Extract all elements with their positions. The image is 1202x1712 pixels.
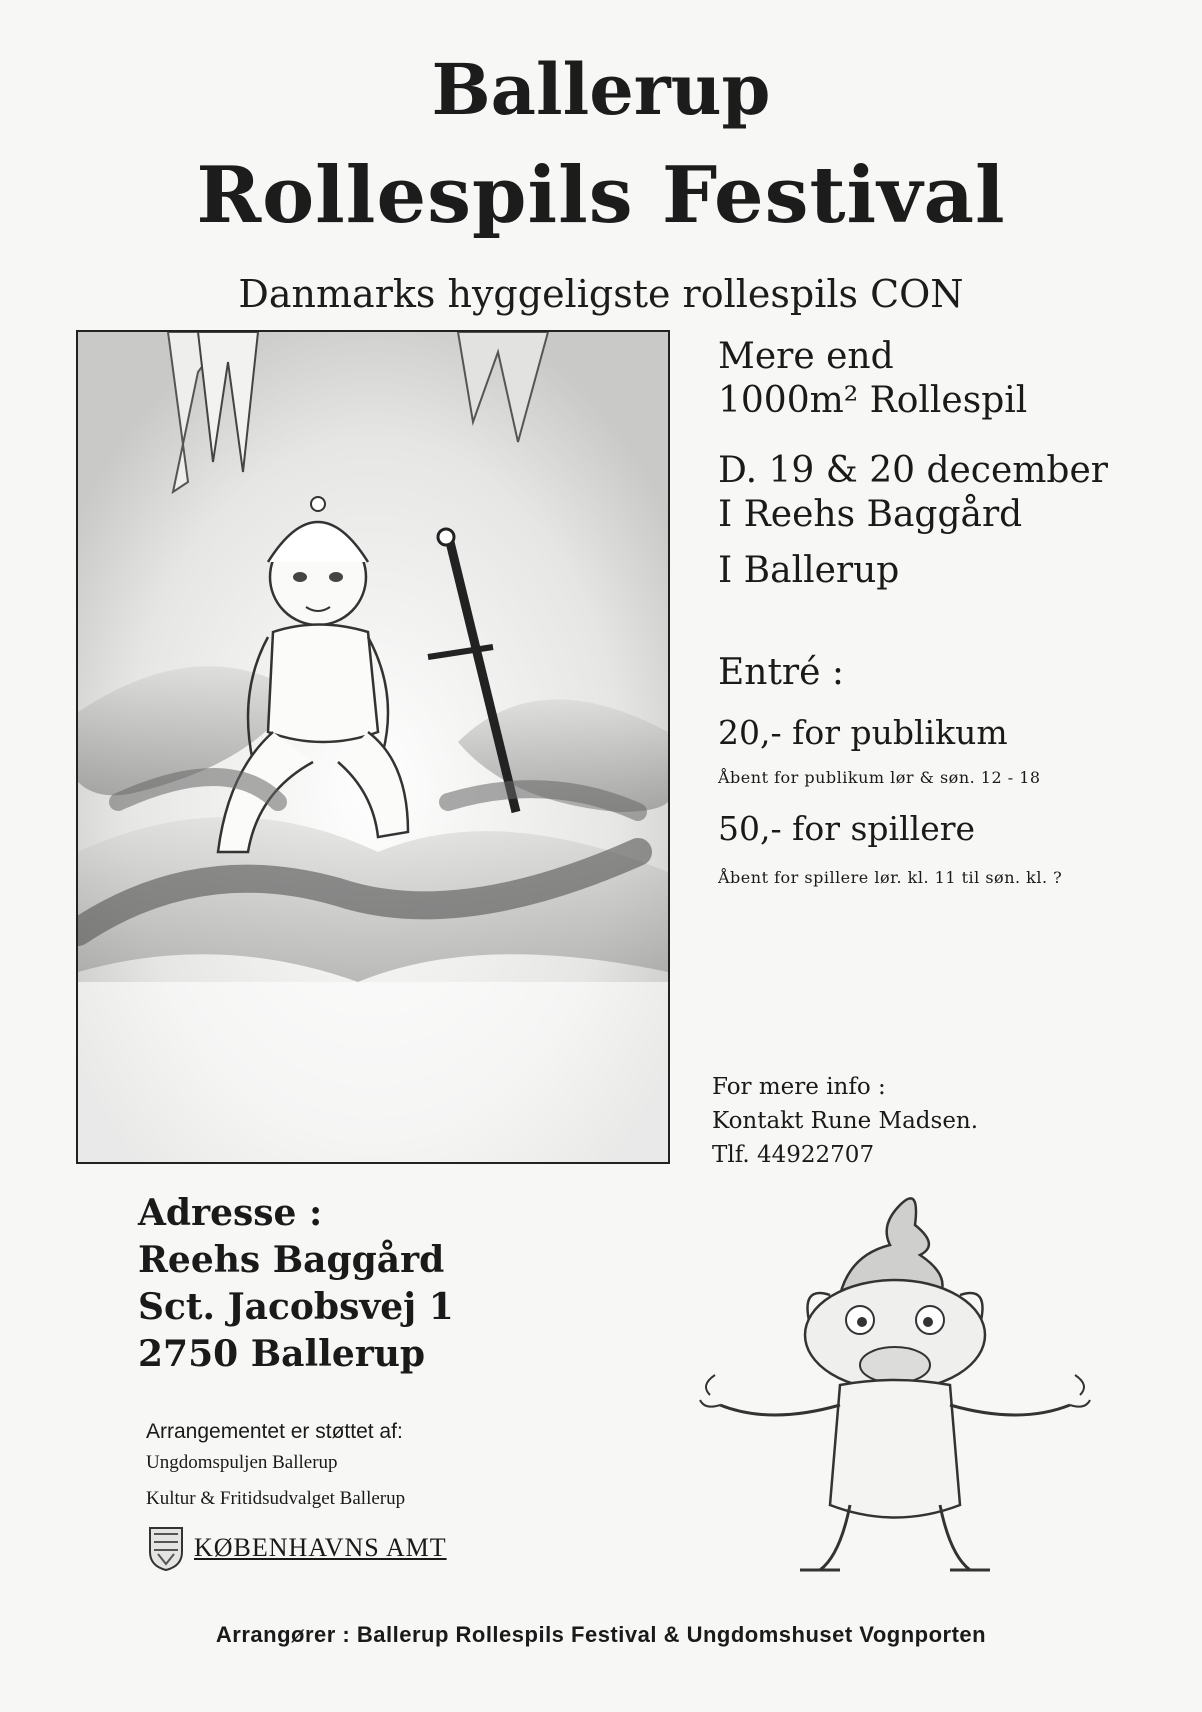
address-line3: 2750 Ballerup bbox=[138, 1333, 426, 1375]
contact-info bbox=[712, 1070, 978, 1172]
area-line2: 1000m² Rollespil bbox=[718, 380, 1028, 421]
address-line1: Reehs Baggård bbox=[138, 1239, 445, 1281]
sponsors-block bbox=[146, 1420, 447, 1572]
sponsor-3: KØBENHAVNS AMT bbox=[194, 1533, 447, 1562]
address-label: Adresse : bbox=[138, 1192, 323, 1234]
festival-title-line1: Ballerup bbox=[431, 48, 771, 131]
contact-phone: Tlf. 44922707 bbox=[712, 1142, 875, 1168]
address-block bbox=[138, 1190, 454, 1378]
festival-title-line2: Rollespils Festival bbox=[196, 150, 1006, 241]
date-line: D. 19 & 20 december bbox=[718, 450, 1108, 491]
city-line: I Ballerup bbox=[718, 550, 900, 591]
contact-line1: For mere info : bbox=[712, 1074, 886, 1100]
contact-line2: Kontakt Rune Madsen. bbox=[712, 1108, 979, 1134]
event-info bbox=[718, 335, 1188, 887]
price-players: 50,- for spillere bbox=[718, 809, 976, 848]
sponsor-2: Kultur & Fritidsudvalget Ballerup bbox=[146, 1488, 406, 1509]
price-public: 20,- for publikum bbox=[718, 713, 1008, 752]
hours-players: Åbent for spillere lør. kl. 11 til søn. kl. ? bbox=[718, 868, 1063, 887]
sponsor-1: Ungdomspuljen Ballerup bbox=[146, 1452, 338, 1473]
goblin-illustration bbox=[690, 1185, 1100, 1585]
main-illustration bbox=[76, 330, 670, 1164]
venue-line: I Reehs Baggård bbox=[718, 494, 1023, 535]
address-line2: Sct. Jacobsvej 1 bbox=[138, 1286, 454, 1328]
sponsors-lead: Arrangementet er støttet af: bbox=[146, 1420, 403, 1443]
area-line1: Mere end bbox=[718, 336, 894, 377]
entry-label: Entré : bbox=[718, 652, 845, 693]
coat-of-arms-icon bbox=[146, 1524, 186, 1572]
goblin-illustration-icon bbox=[690, 1185, 1100, 1585]
sponsor-3-row bbox=[146, 1524, 447, 1572]
fantasy-character-illustration-icon bbox=[78, 332, 668, 1162]
festival-subtitle: Danmarks hyggeligste rollespils CON bbox=[238, 272, 964, 316]
organizers-footer: Arrangører : Ballerup Rollespils Festival & Ungdomshuset Vognporten bbox=[215, 1622, 987, 1647]
hours-public: Åbent for publikum lør & søn. 12 - 18 bbox=[718, 768, 1041, 787]
